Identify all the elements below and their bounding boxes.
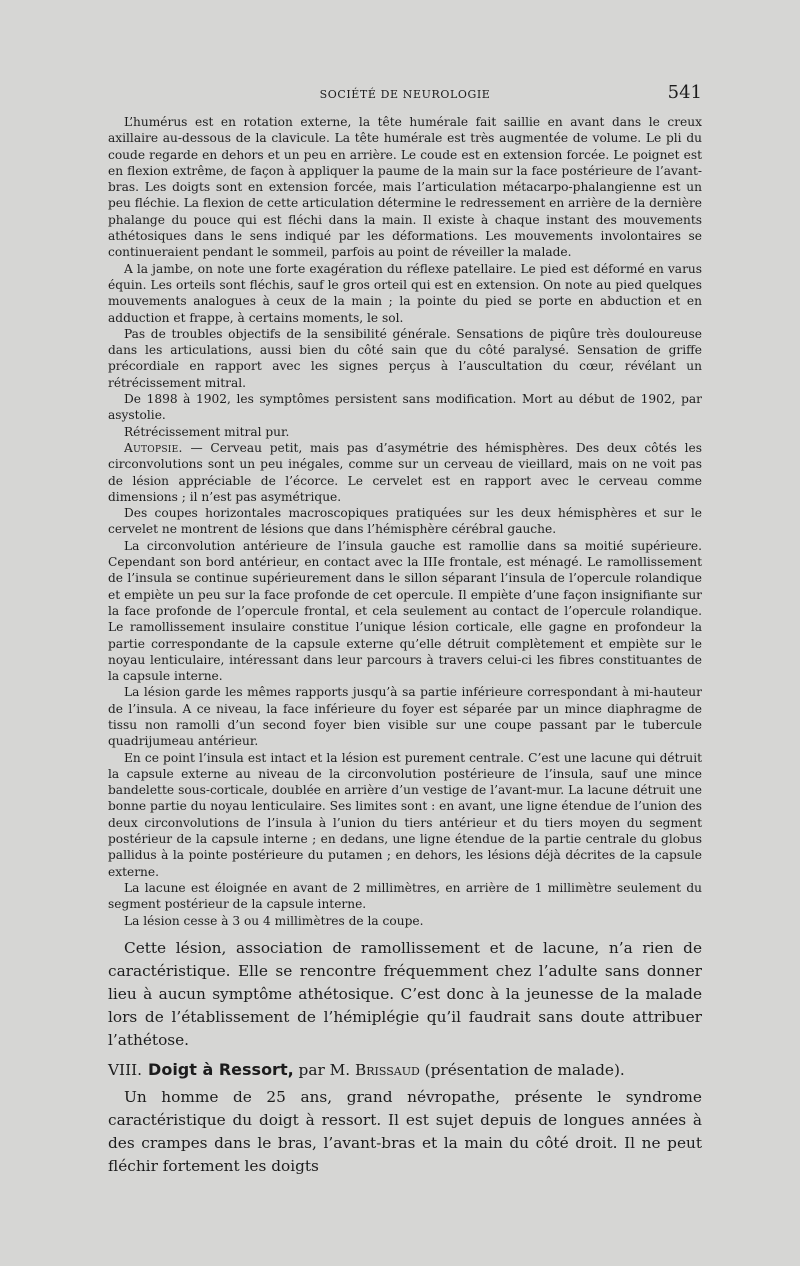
paragraph-leg-findings: A la jambe, on note une forte exagération du réflexe patellaire. Le pied est déformé en varus équin. Les orteils sont fléchis, sauf le gros orteil qui est en extension. On note au pied quelques mouvements analogues à ceux de la main ; la pointe du pied se porte en abduction et en adduction et frappe, à certains moments, le sol. (108, 261, 702, 325)
paragraph-insula: La circonvolution antérieure de l’insula gauche est ramollie dans sa moitié supérieure. Cependant son bord antérieur, en contact avec la IIIe frontale, est ménagé. Le ramollissement de l’insula se continue supérieurement dans le sillon séparant l’insula de l’opercule rolandique et empiète un peu sur la face profonde de cet opercule. Il empiète d’une façon insignifiante sur la face profonde de l’opercule frontal, et cela seulement au contact de l’opercule rolandique. Le ramollissement insulaire constitue l’unique lésion corticale, elle gagne en profondeur la partie correspondante de la capsule externe qu’elle détruit complètement et empiète sur le noyau lenticulaire, intéressant dans leur parcours à travers celui-ci les fibres constituantes de la capsule interne. (108, 538, 702, 684)
section-by: par M. (293, 1060, 356, 1079)
paragraph-lacune: En ce point l’insula est intact et la lésion est purement centrale. C’est une lacune qui détruit la capsule externe au niveau de la circonvolution postérieure de l’insula, sauf une mince bandelette sous-corticale, doublée en arrière d’un vestige de l’avant-mur. La lacune détruit une bonne partie du noyau lenticulaire. Ses limites sont : en avant, une ligne étendue de l’union des deux circonvolutions de l’insula à l’union du tiers antérieur et du tiers moyen du segment postérieur de la capsule interne ; en dedans, une ligne étendue de la partie centrale du globus pallidus à la pointe postérieure du putamen ; en dehors, les lésions déjà décrites de la capsule externe. (108, 750, 702, 879)
paragraph-evolution: De 1898 à 1902, les symptômes persistent sans modification. Mort au début de 1902, par asystolie. (108, 392, 702, 423)
paragraph-cessation: La lésion cesse à 3 ou 4 millimètres de la coupe. (124, 913, 424, 928)
autopsie-text: — Cerveau petit, mais pas d’asymétrie des hémisphères. Des deux côtés les circonvolutions sont un peu inégales, comme sur un cerveau de vieillard, mais on ne voit pas de lésion appréciable de l’écorce. Le cervelet est en rapport avec le cerveau comme dimensions ; il n’est pas asymétrique. (108, 440, 702, 504)
new-case (108, 1086, 702, 1178)
page-number: 541 (667, 82, 702, 103)
paragraph-mitral: Rétrécissement mitral pur. (124, 424, 290, 439)
section-number: VIII. (108, 1060, 143, 1079)
paragraph-second-foyer: La lésion garde les mêmes rapports jusqu’à sa partie inférieure correspondant à mi-hauteur de l’insula. A ce niveau, la face inférieure du foyer est séparée par un mince diaphragme de tissu non ramolli d’un second foyer bien visible sur une coupe passant par le tubercule quadrijumeau antérieur. (108, 685, 702, 749)
commentary (108, 937, 702, 1052)
section-heading (108, 1058, 702, 1082)
section-author: Brissaud (355, 1060, 420, 1079)
section-subject: Doigt à Ressort, (148, 1059, 294, 1079)
paragraph-sensibility: Pas de troubles objectifs de la sensibilité générale. Sensations de piqûre très douloureuse dans les articulations, aussi bien du côté sain que du côté paralysé. Sensation de griffe précordiale en rapport avec les signes perçus à l’auscultation du cœur, révélant un rétrécissement mitral. (108, 326, 702, 390)
paragraph-conclusion: Cette lésion, association de ramollissement et de lacune, n’a rien de caractéristique. Elle se rencontre fréquemment chez l’adulte sans donner lieu à aucun symptôme athétosique. C’est donc à la jeunesse de la malade lors de l’établissement de l’hémiplégie qu’il faudrait sans doute attribuer l’athétose. (108, 938, 702, 1049)
autopsie-label: Autopsie. (124, 440, 183, 455)
paragraph-coupes: Des coupes horizontales macroscopiques pratiquées sur les deux hémisphères et sur le cervelet ne montrent de lésions que dans l’hémisphère cérébral gauche. (108, 506, 702, 537)
running-head (108, 82, 702, 108)
case-report-small-print (108, 114, 702, 929)
paragraph-autopsie (108, 440, 702, 505)
running-title: SOCIÉTÉ DE NEUROLOGIE (319, 88, 491, 101)
paragraph-distance: La lacune est éloignée en avant de 2 millimètres, en arrière de 1 millimètre seulement du segment postérieur de la capsule interne. (108, 880, 702, 912)
paragraph-new-case: Un homme de 25 ans, grand névropathe, présente le syndrome caractéristique du doigt à ressort. Il est sujet depuis de longues années à des crampes dans le bras, l’avant-bras et la main du côté droit. Il ne peut fléchir fortement les doigts (108, 1087, 702, 1175)
section-note: (présentation de malade). (419, 1060, 625, 1079)
paragraph-arm-deformity: L’humérus est en rotation externe, la tête humérale fait saillie en avant dans le creux axillaire au-dessous de la clavicule. La tête humérale est très augmentée de volume. Le pli du coude regarde en dehors et un peu en arrière. Le coude est en extension forcée. Le poignet est en flexion extrême, de façon à appliquer la paume de la main sur la face postérieure de l’avant-bras. Les doigts sont en extension forcée, mais l’articulation métacarpo-phalangienne est un peu fléchie. La flexion de cette articulation détermine le redressement en arrière de la dernière phalange du pouce qui est fléchi dans la main. Il existe à chaque instant des mouvements athétosiques dans le sens indiqué par les déformations. Les mouvements involontaires se continueraient pendant le sommeil, parfois au point de réveiller la malade. (108, 115, 702, 260)
